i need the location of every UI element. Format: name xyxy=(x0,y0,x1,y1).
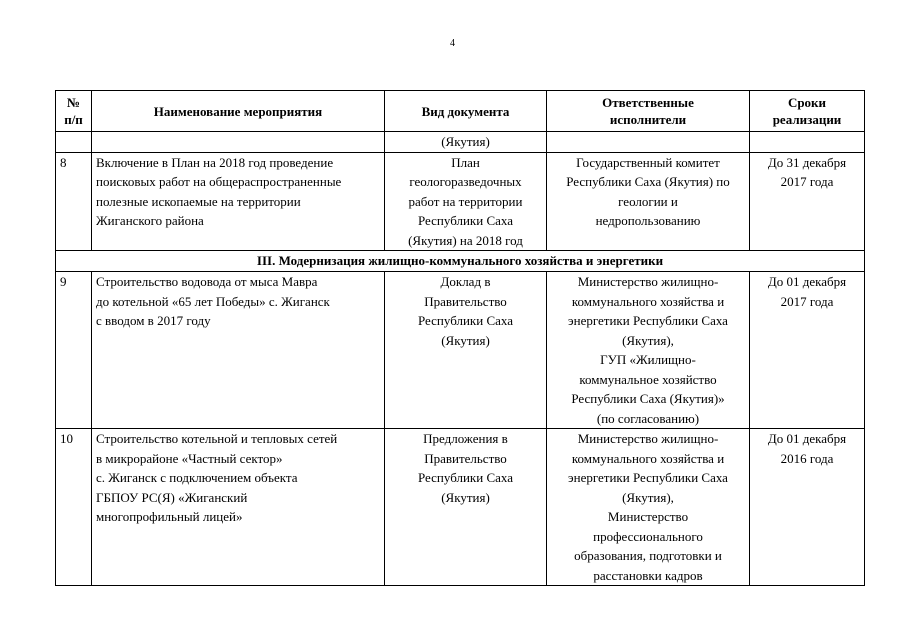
measures-table xyxy=(55,90,865,586)
row-resp: Государственный комитет Республики Саха (Якутия) по геологии и недропользованию xyxy=(547,152,750,251)
row-term: До 31 декабря 2017 года xyxy=(750,152,865,251)
row-doc: План геологоразведочных работ на территории Республики Саха (Якутия) на 2018 год xyxy=(385,152,547,251)
row-num: 9 xyxy=(56,272,92,429)
table-row xyxy=(56,152,865,251)
header-resp: Ответственные исполнители xyxy=(547,91,750,132)
page-number: 4 xyxy=(450,38,455,49)
section-title: III. Модернизация жилищно-коммунального хозяйства и энергетики xyxy=(56,251,865,272)
row-term: До 01 декабря 2016 года xyxy=(750,429,865,586)
header-num: № п/п xyxy=(56,91,92,132)
row-name: Строительство котельной и тепловых сетей в микрорайоне «Частный сектор» с. Жиганск с подключением объекта ГБПОУ РС(Я) «Жиганский многопрофильный лицей» xyxy=(92,429,385,586)
header-name: Наименование мероприятия xyxy=(92,91,385,132)
continuation-row xyxy=(56,132,865,153)
row-doc: Предложения в Правительство Республики Саха (Якутия) xyxy=(385,429,547,586)
row-term: До 01 декабря 2017 года xyxy=(750,272,865,429)
table-header-row xyxy=(56,91,865,132)
row-num: 8 xyxy=(56,152,92,251)
row-name: Строительство водовода от мыса Мавра до котельной «65 лет Победы» с. Жиганск с вводом в 2017 году xyxy=(92,272,385,429)
section-row xyxy=(56,251,865,272)
row-doc: Доклад в Правительство Республики Саха (Якутия) xyxy=(385,272,547,429)
row-resp: Министерство жилищно- коммунального хозяйства и энергетики Республики Саха (Якутия), Министерство профессионального образования, подготовки и расстановки кадров xyxy=(547,429,750,586)
table-row xyxy=(56,272,865,429)
row-resp: Министерство жилищно- коммунального хозяйства и энергетики Республики Саха (Якутия), ГУП «Жилищно- коммунальное хозяйство Республики Саха (Якутия)» (по согласованию) xyxy=(547,272,750,429)
header-term: Сроки реализации xyxy=(750,91,865,132)
row-name: Включение в План на 2018 год проведение поисковых работ на общераспространенные полезные ископаемые на территории Жиганского района xyxy=(92,152,385,251)
table-row xyxy=(56,429,865,586)
continuation-doc: (Якутия) xyxy=(385,132,547,153)
header-doc: Вид документа xyxy=(385,91,547,132)
row-num: 10 xyxy=(56,429,92,586)
